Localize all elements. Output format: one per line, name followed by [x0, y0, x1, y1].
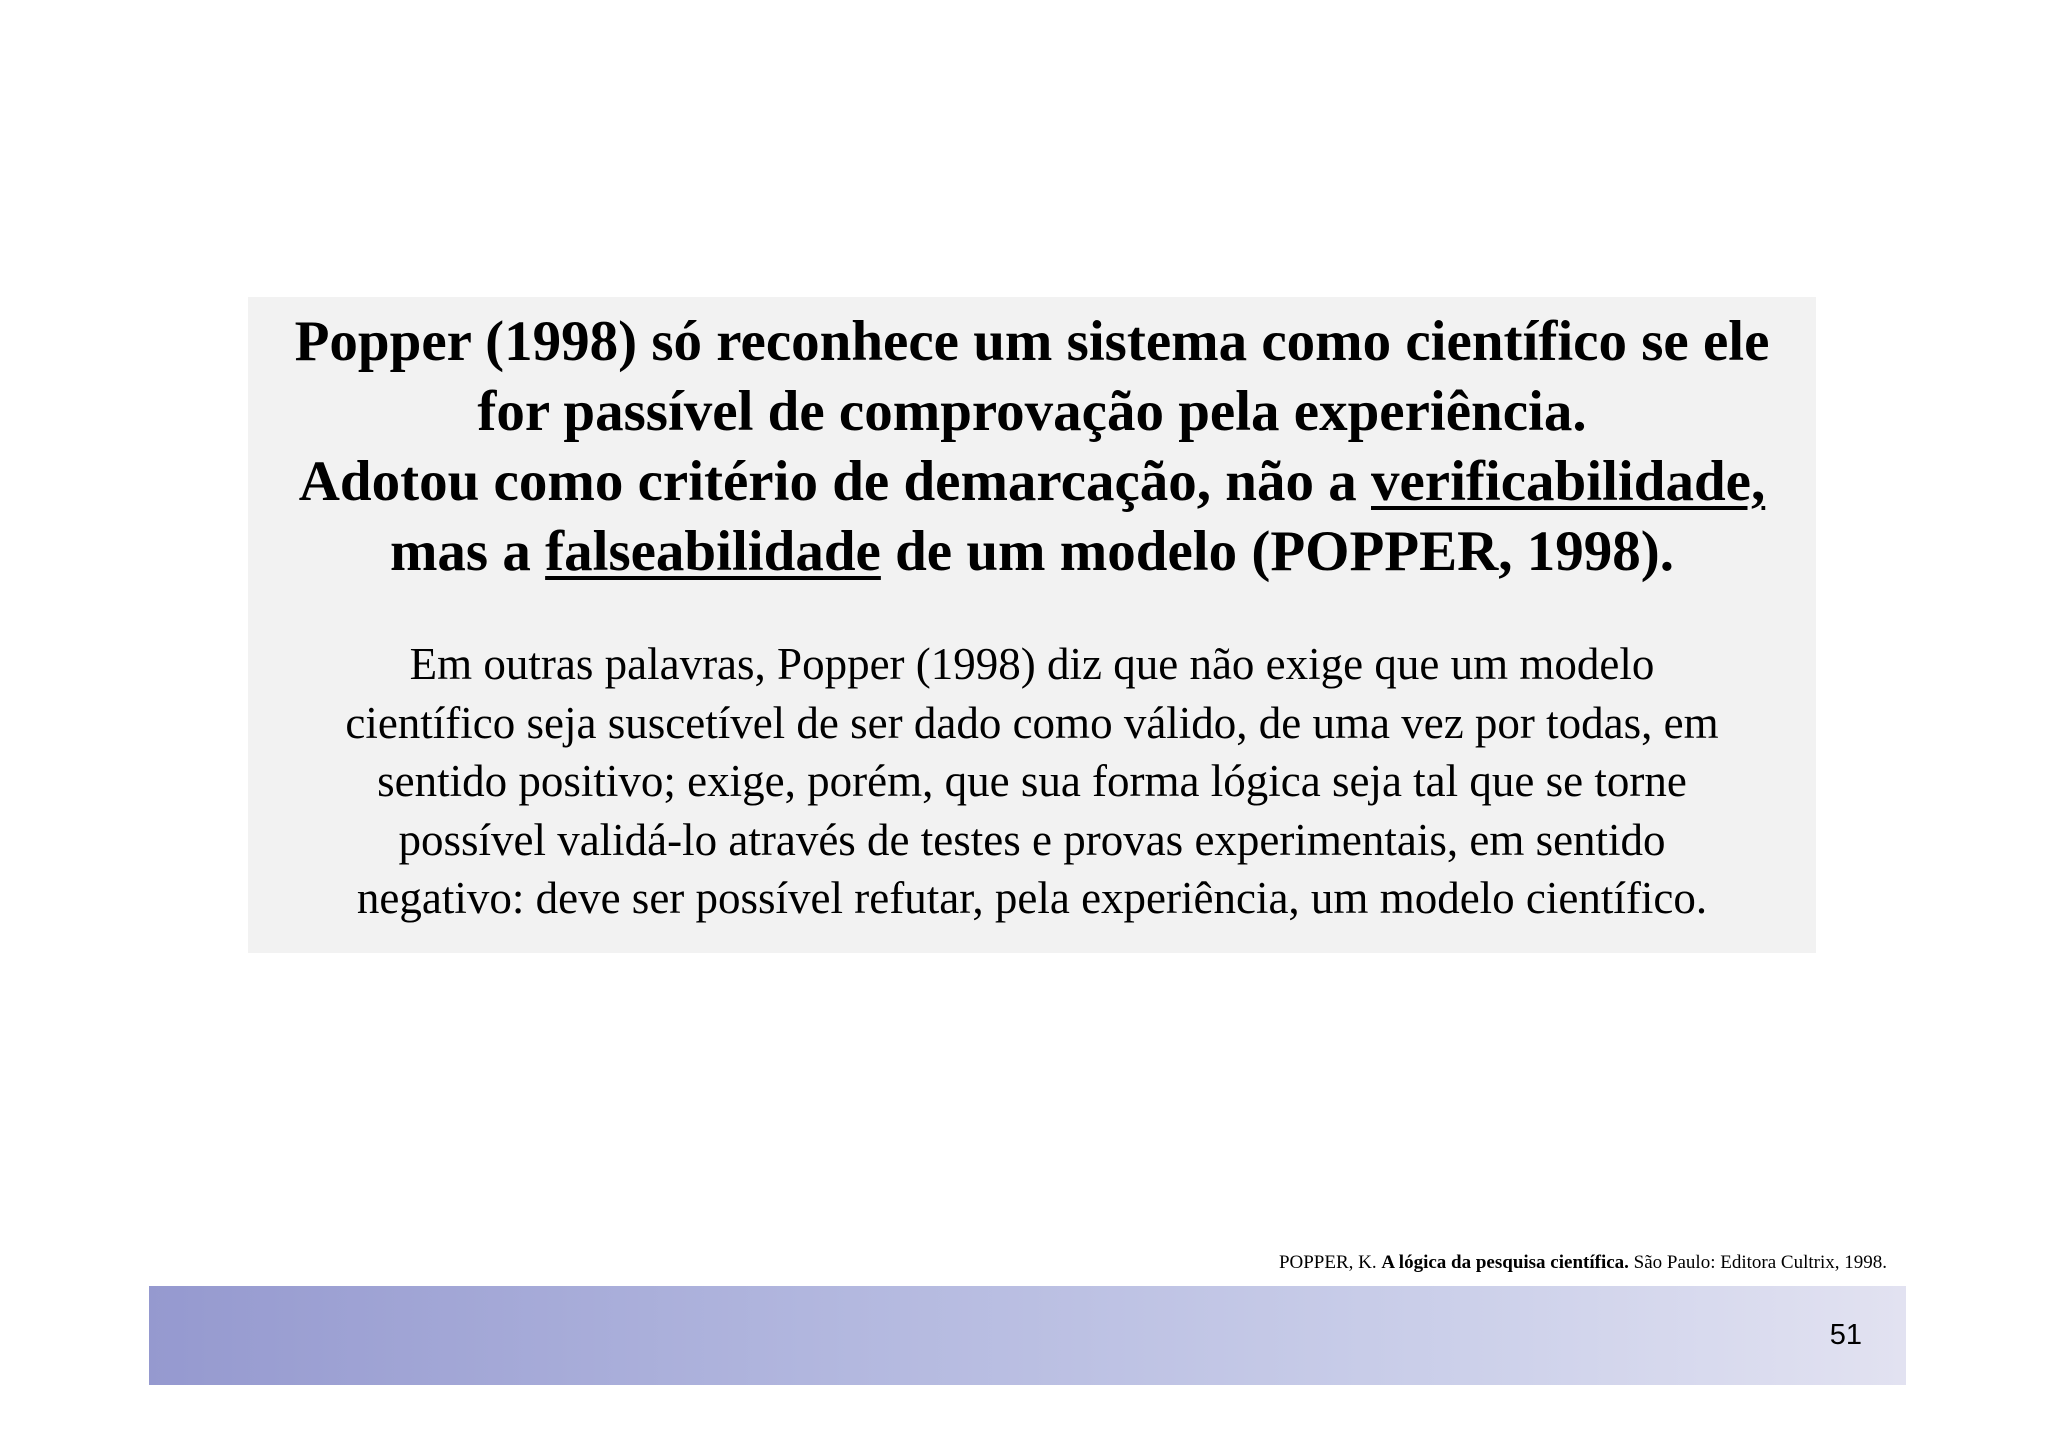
reference-publisher: São Paulo: Editora Cultrix, 1998.: [1628, 1252, 1887, 1273]
page-number: 51: [1829, 1319, 1862, 1351]
explanation-line: Em outras palavras, Popper (1998) diz que não exige que um modelo: [409, 639, 1655, 689]
bibliographic-reference: [1279, 1251, 1887, 1275]
statement-line-1: Popper (1998) só reconhece um sistema como científico se ele: [294, 310, 1770, 373]
quote-box: [248, 297, 1816, 953]
explanation-line: sentido positivo; exige, porém, que sua forma lógica seja tal que se torne: [377, 756, 1687, 806]
reference-author: POPPER, K.: [1278, 1252, 1382, 1273]
verificabilidade-term: verificabilidade,: [1371, 450, 1766, 513]
statement-line-3: [248, 447, 1816, 517]
explanation-line: possível validá-lo através de testes e provas experimentais, em sentido: [398, 814, 1666, 865]
falseabilidade-term: falseabilidade: [545, 520, 881, 583]
statement-line-2: for passível de comprovação pela experiência.: [477, 380, 1587, 443]
statement-line-4-text-after: de um modelo (POPPER, 1998).: [880, 520, 1675, 583]
main-statement: [248, 307, 1816, 587]
statement-line-4-text-before: mas a: [389, 520, 546, 583]
footer-bar: [149, 1286, 1906, 1385]
statement-line-4: [248, 517, 1816, 587]
explanation-line: negativo: deve ser possível refutar, pela experiência, um modelo científico.: [356, 873, 1708, 923]
explanation-line: científico seja suscetível de ser dado como válido, de uma vez por todas, em: [345, 697, 1719, 748]
reference-title: A lógica da pesquisa científica.: [1381, 1252, 1629, 1273]
statement-line-3-text: Adotou como critério de demarcação, não a: [298, 450, 1371, 513]
explanation-paragraph: [248, 635, 1816, 928]
